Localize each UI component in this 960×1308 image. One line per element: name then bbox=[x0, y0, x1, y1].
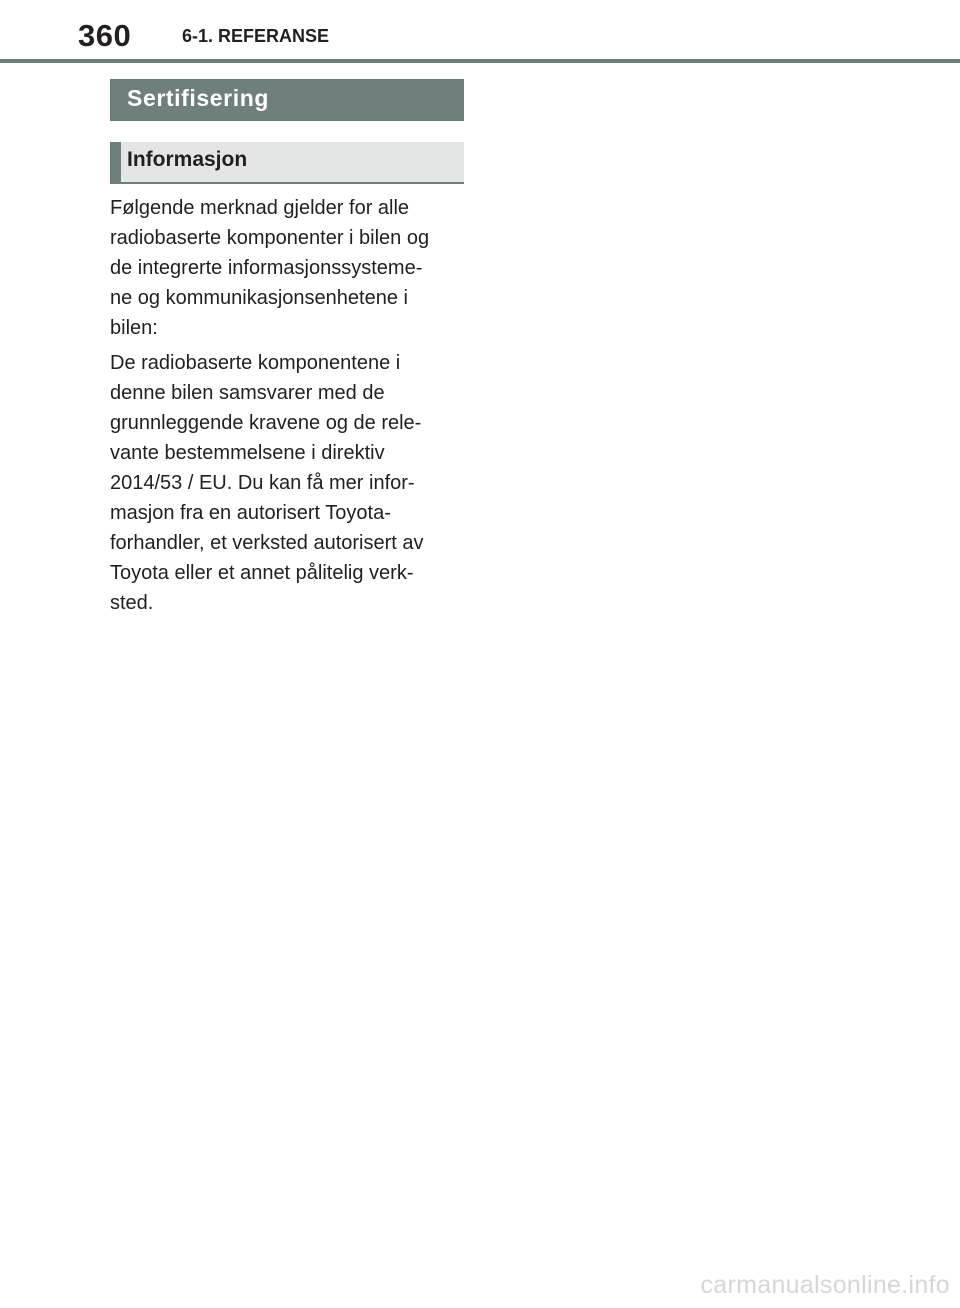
paragraph-compliance bbox=[110, 348, 464, 618]
paragraph-line: radiobaserte komponenter i bilen og bbox=[110, 227, 430, 249]
paragraph-line: bilen: bbox=[110, 317, 158, 339]
paragraph-line: forhandler, et verksted autorisert av bbox=[110, 532, 424, 554]
paragraph-line: De radiobaserte komponentene i bbox=[110, 352, 401, 374]
header-divider bbox=[0, 59, 960, 63]
paragraph-line: Toyota eller et annet pålitelig verk- bbox=[110, 562, 414, 584]
paragraph-line: grunnleggende kravene og de rele- bbox=[110, 412, 422, 434]
paragraph-notice bbox=[110, 193, 464, 343]
heading-sertifisering bbox=[110, 79, 464, 121]
paragraph-line: Følgende merknad gjelder for alle bbox=[110, 197, 410, 219]
page-number: 360 bbox=[78, 18, 132, 53]
paragraph-line: sted. bbox=[110, 592, 154, 614]
paragraph-line: de integrerte informasjonssysteme- bbox=[110, 257, 423, 279]
paragraph-line: vante bestemmelsene i direktiv bbox=[110, 442, 385, 464]
heading-sub-label: Informasjon bbox=[127, 148, 248, 171]
paragraph-line: masjon fra en autorisert Toyota- bbox=[110, 502, 391, 524]
watermark: carmanualsonline.info bbox=[700, 1271, 950, 1299]
section-title: 6-1. REFERANSE bbox=[182, 26, 330, 46]
paragraph-line: denne bilen samsvarer med de bbox=[110, 382, 385, 404]
paragraph-line: 2014/53 / EU. Du kan få mer infor- bbox=[110, 472, 415, 494]
subheading-informasjon bbox=[110, 142, 464, 184]
paragraph-line: ne og kommunikasjonsenhetene i bbox=[110, 287, 408, 309]
heading-main-label: Sertifisering bbox=[127, 85, 270, 111]
